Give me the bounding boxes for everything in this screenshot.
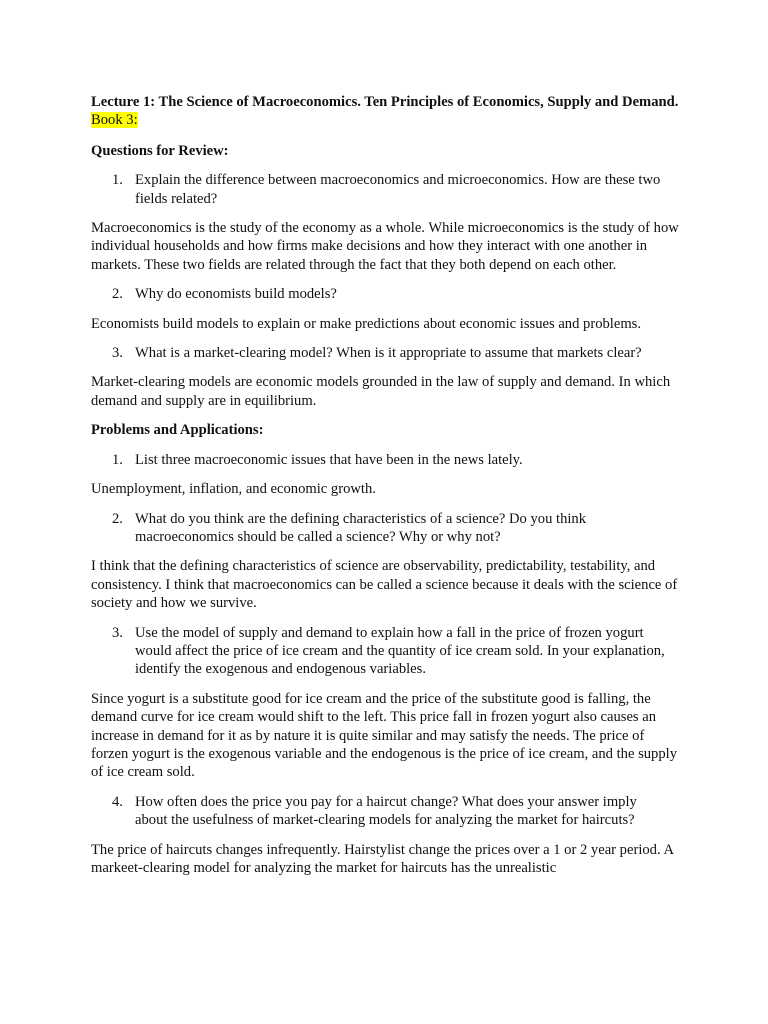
question-item [91,171,681,208]
section-heading-problems-and-applications: Problems and Applications: [91,422,264,439]
answer-paragraph: The price of haircuts changes infrequently. Hairstylist change the prices over a 1 or 2 year period. A markeet-clearing model for analyzing the market for haircuts has the unrealistic [91,841,674,876]
answer-paragraph: Macroeconomics is the study of the economy as a whole. While microeconomics is the study of how individual households and how firms make decisions and how they interact with one another in markets. These two fields are related through the fact that they both depend on each other. [91,220,679,273]
question-item [91,510,681,547]
question-number: 1. [112,172,123,189]
answer-paragraph: Unemployment, inflation, and economic growth. [91,481,376,498]
document-title: Lecture 1: The Science of Macroeconomics. Ten Principles of Economics, Supply and Demand. [91,94,679,110]
answer-paragraph: Market-clearing models are economic models grounded in the law of supply and demand. In which demand and supply are in equilibrium. [91,374,671,409]
question-number: 1. [112,451,123,468]
answer-paragraph: I think that the defining characteristics of science are observability, predictability, testability, and consistency. I think that macroeconomics can be called a science because it deals with the science of society and how we survive. [91,558,678,612]
question-number: 4. [112,793,123,810]
question-text: Use the model of supply and demand to explain how a fall in the price of frozen yogurt would affect the price of ice cream and the quantity of ice cream sold. In your explanation, identify the exogenous and endogenous variables. [135,624,665,678]
question-text: Explain the difference between macroeconomics and microeconomics. How are these two fields related? [135,172,661,207]
answer-paragraph: Since yogurt is a substitute good for ice cream and the price of the substitute good is falling, the demand curve for ice cream would shift to the left. This price fall in frozen yogurt also causes an increase in demand for it as by nature it is quite similar and may satisfy the needs. The price of forzen yogurt is the exogenous variable and the endogenous is the price of ice cream, and the supply of ice cream sold. [91,690,677,781]
question-number: 2. [112,510,123,527]
question-item [91,344,681,362]
question-text: What do you think are the defining characteristics of a science? Do you think macroeconomics should be called a science? Why or why not? [135,510,587,545]
book-label-highlighted: Book 3: [91,112,138,129]
question-text: What is a market-clearing model? When is it appropriate to assume that markets clear? [135,345,642,362]
question-text: List three macroeconomic issues that have been in the news lately. [135,451,523,468]
question-text: How often does the price you pay for a haircut change? What does your answer imply about the usefulness of market-clearing models for analyzing the market for haircuts? [135,793,637,829]
question-number: 3. [112,624,123,641]
question-item [91,285,681,303]
section-heading-questions-for-review: Questions for Review: [91,142,229,159]
question-number: 3. [112,345,123,362]
question-item [91,624,681,679]
document-page [91,93,681,888]
book-line [91,111,681,129]
question-number: 2. [112,286,123,303]
question-item [91,451,681,469]
answer-paragraph: Economists build models to explain or make predictions about economic issues and problems. [91,315,642,332]
question-text: Why do economists build models? [135,286,337,303]
question-item [91,793,681,830]
